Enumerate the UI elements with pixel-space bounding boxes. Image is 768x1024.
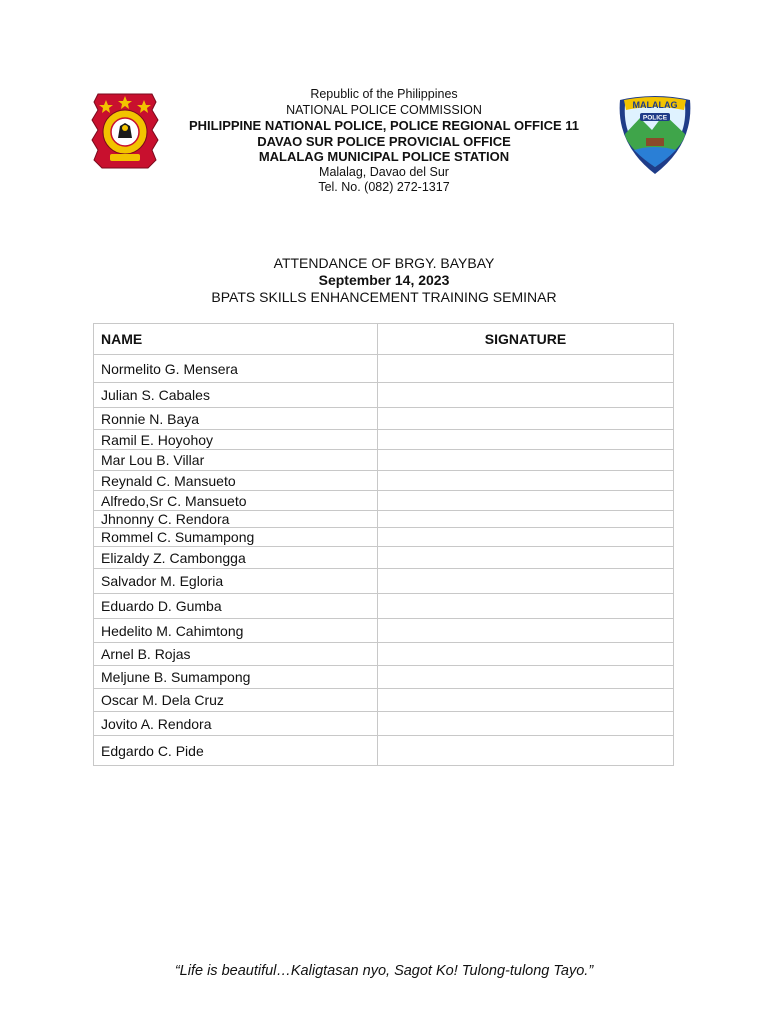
attendee-name: Eduardo D. Gumba [94,594,378,619]
signature-cell [378,430,674,450]
table-row [94,430,674,450]
signature-cell [378,569,674,594]
signature-cell [378,491,674,511]
attendee-name: Hedelito M. Cahimtong [94,619,378,643]
signature-cell [378,355,674,383]
attendance-title: ATTENDANCE OF BRGY. BAYBAY [273,255,495,271]
signature-cell [378,736,674,766]
header-line-pnp: PHILIPPINE NATIONAL POLICE, POLICE REGIONAL OFFICE 11 [188,118,580,133]
attendee-name: Julian S. Cabales [94,383,378,408]
attendee-name: Edgardo C. Pide [94,736,378,766]
document-titles [100,255,668,306]
signature-cell [378,450,674,471]
attendee-name: Jhnonny C. Rendora [94,511,378,528]
signature-cell [378,547,674,569]
signature-cell [378,471,674,491]
table-header-row [94,324,674,355]
table-row [94,355,674,383]
attendee-name: Normelito G. Mensera [94,355,378,383]
name-column-header: NAME [94,324,378,355]
seminar-title: BPATS SKILLS ENHANCEMENT TRAINING SEMINAR [211,289,557,305]
table-row [94,491,674,511]
table-row [94,594,674,619]
signature-cell [378,689,674,712]
signature-cell [378,712,674,736]
signature-cell [378,528,674,547]
attendee-name: Meljune B. Sumampong [94,666,378,689]
table-row [94,619,674,643]
badge-top-text: MALALAG [632,100,678,110]
attendee-name: Oscar M. Dela Cruz [94,689,378,712]
attendee-name: Ronnie N. Baya [94,408,378,430]
letterhead [150,87,618,196]
attendee-name: Reynald C. Mansueto [94,471,378,491]
attendee-name: Arnel B. Rojas [94,643,378,666]
table-row [94,712,674,736]
attendee-name: Elizaldy Z. Cambongga [94,547,378,569]
signature-cell [378,511,674,528]
badge-bottom-text: POLICE [642,114,668,122]
header-line-station: MALALAG MUNICIPAL POLICE STATION [258,149,510,164]
table-row [94,471,674,491]
attendance-date: September 14, 2023 [318,272,450,288]
table-row [94,689,674,712]
signature-cell [378,666,674,689]
signature-cell [378,383,674,408]
attendee-name: Alfredo,Sr C. Mansueto [94,491,378,511]
signature-column-header: SIGNATURE [378,324,674,355]
table-row [94,450,674,471]
attendee-name: Jovito A. Rendora [94,712,378,736]
header-line-address: Malalag, Davao del Sur [319,164,449,179]
table-row [94,547,674,569]
attendee-name: Mar Lou B. Villar [94,450,378,471]
signature-cell [378,408,674,430]
attendance-table [93,323,674,766]
table-row [94,569,674,594]
signature-cell [378,594,674,619]
footer-quote: “Life is beautiful…Kaligtasan nyo, Sagot Ko! Tulong-tulong Tayo.” [174,963,594,979]
header-line-republic: Republic of the Philippines [310,87,458,101]
header-line-provincial: DAVAO SUR POLICE PROVICIAL OFFICE [257,133,511,149]
attendee-name: Ramil E. Hoyohoy [94,430,378,450]
signature-cell [378,643,674,666]
table-row [94,666,674,689]
header-line-napolcom: NATIONAL POLICE COMMISSION [286,102,482,117]
attendee-name: Salvador M. Egloria [94,569,378,594]
table-row [94,408,674,430]
signature-cell [378,619,674,643]
table-row [94,736,674,766]
malalag-police-badge-icon [614,94,696,176]
table-row [94,383,674,408]
header-line-tel: Tel. No. (082) 272-1317 [318,180,450,194]
table-row [94,528,674,547]
table-row [94,643,674,666]
attendee-name: Rommel C. Sumampong [94,528,378,547]
table-row [94,511,674,528]
